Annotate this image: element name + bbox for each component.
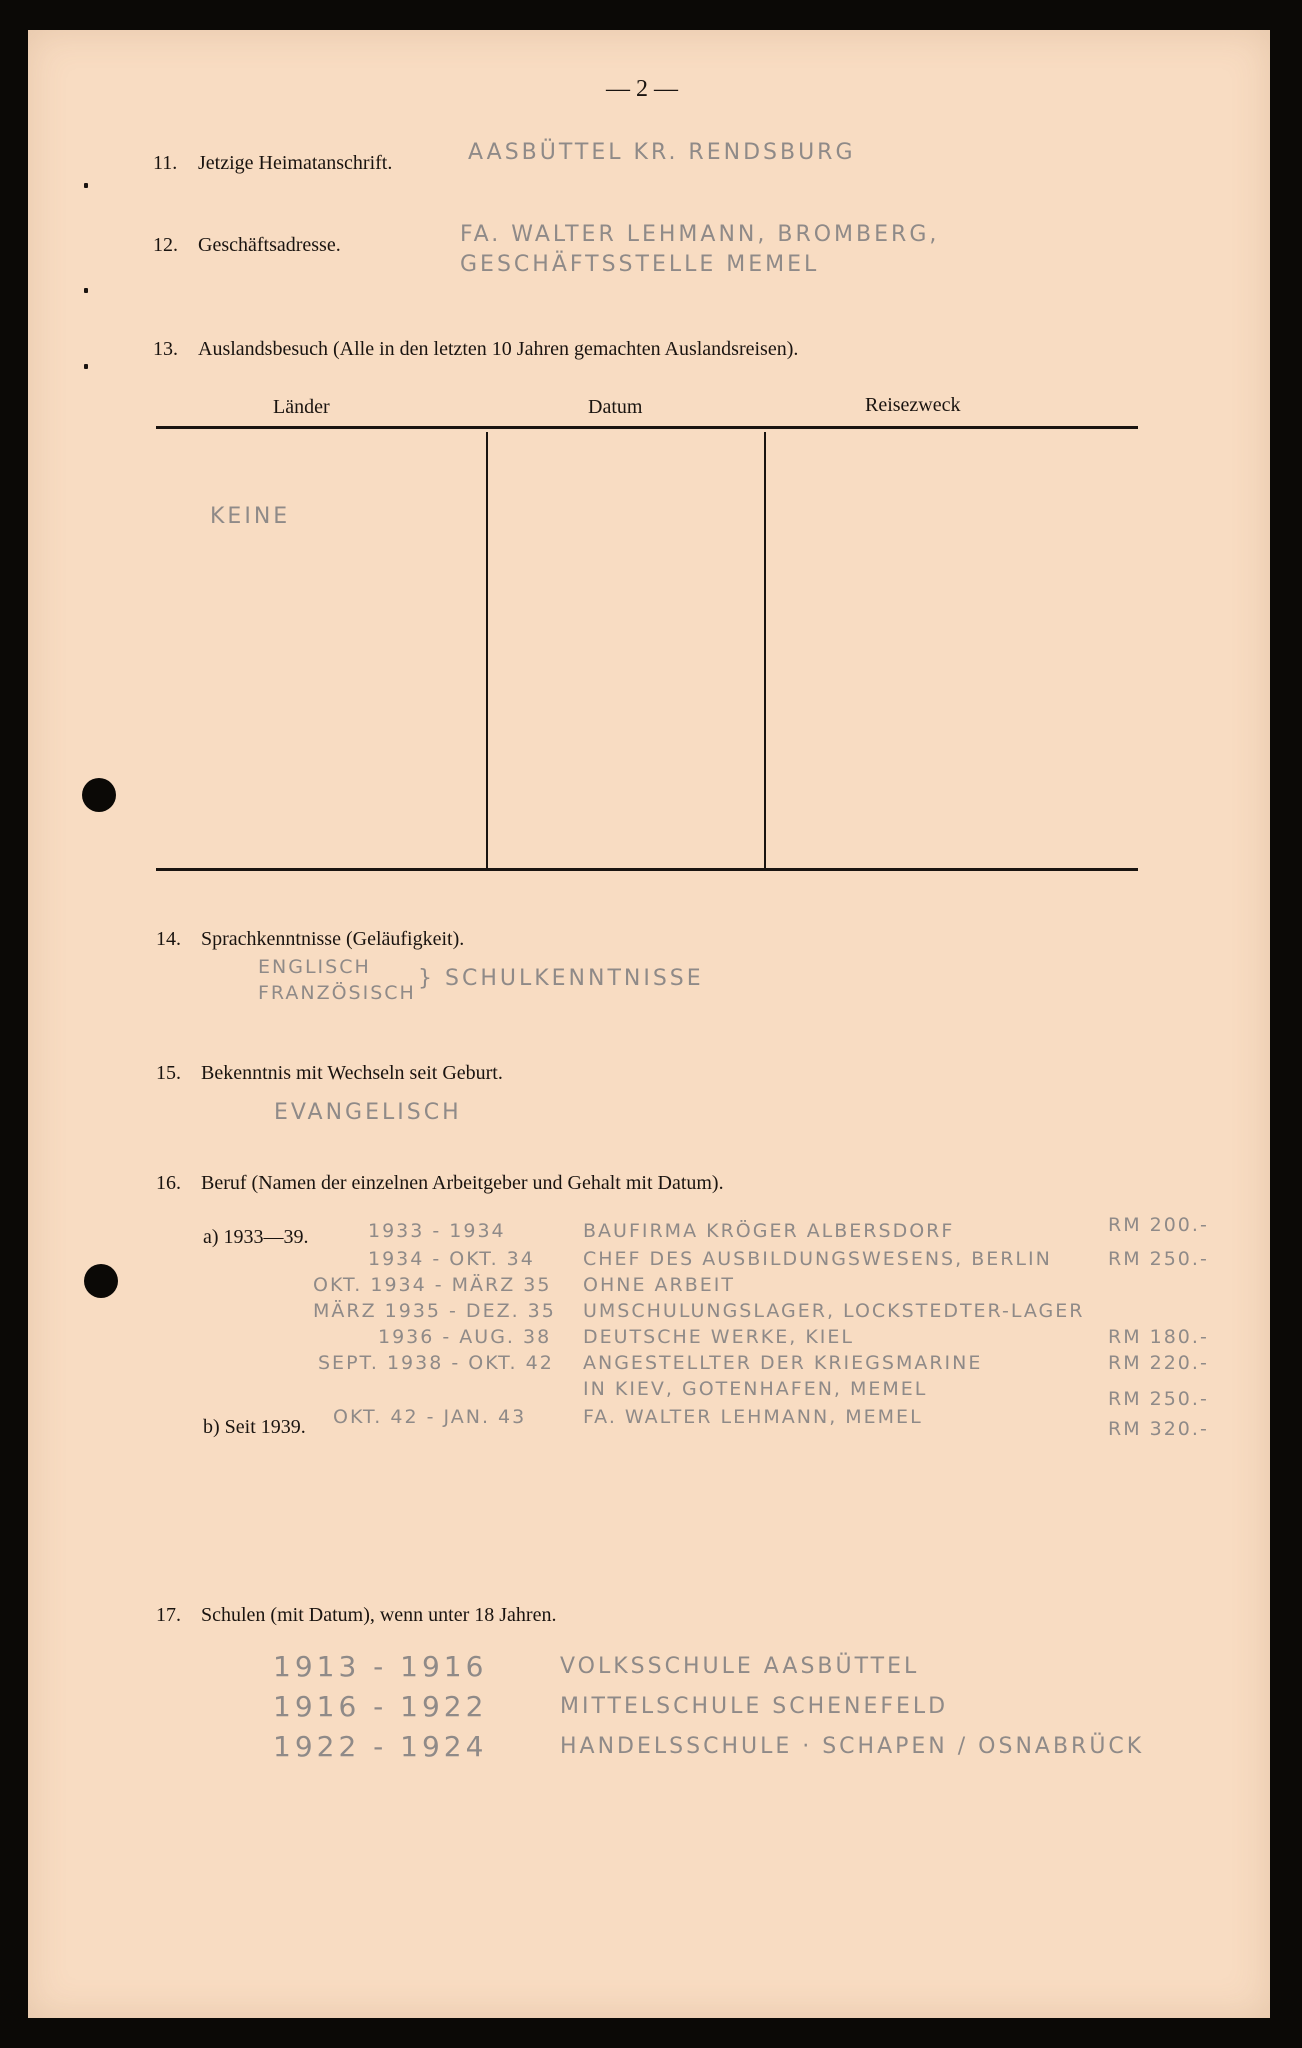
question-number: 14. xyxy=(156,928,181,950)
answer-travel-abroad: KEINE xyxy=(210,504,291,529)
employment-employer: OHNE ARBEIT xyxy=(583,1274,735,1296)
question-number: 13. xyxy=(153,338,178,360)
question-label: Schulen (mit Datum), wenn unter 18 Jahren. xyxy=(201,1604,557,1626)
answer-religion: EVANGELISCH xyxy=(274,1100,462,1125)
employment-salary: RM 200.- xyxy=(1108,1214,1209,1236)
employment-employer: IN KIEV, GOTENHAFEN, MEMEL xyxy=(583,1378,928,1400)
school-date: 1916 - 1922 xyxy=(273,1690,488,1723)
answer-home-address: AASBÜTTEL KR. RENDSBURG xyxy=(468,140,856,165)
page-number: — 2 — xyxy=(606,76,678,102)
question-number: 16. xyxy=(156,1172,181,1194)
answer-business-address-line1: FA. WALTER LEHMANN, BROMBERG, xyxy=(460,222,940,247)
question-17 xyxy=(156,1604,556,1627)
answer-language-french: FRANZÖSISCH xyxy=(258,982,416,1004)
question-13 xyxy=(153,338,798,361)
table-bottom-rule xyxy=(156,868,1138,871)
margin-mark xyxy=(84,183,88,188)
table-column-divider-1 xyxy=(486,432,488,868)
answer-language-english: ENGLISCH xyxy=(258,956,371,978)
punch-hole xyxy=(82,778,116,812)
employment-date: OKT. 42 - JAN. 43 xyxy=(333,1406,527,1428)
employment-date: SEPT. 1938 - OKT. 42 xyxy=(318,1352,554,1374)
employment-employer: UMSCHULUNGSLAGER, LOCKSTEDTER-LAGER xyxy=(583,1300,1085,1322)
employment-date: 1934 - OKT. 34 xyxy=(368,1248,535,1270)
school-date: 1922 - 1924 xyxy=(273,1730,488,1763)
employment-date: 1936 - AUG. 38 xyxy=(378,1326,552,1348)
employment-salary: RM 180.- xyxy=(1108,1326,1209,1348)
question-number: 17. xyxy=(156,1604,181,1626)
employment-employer: BAUFIRMA KRÖGER ALBERSDORF xyxy=(583,1220,955,1242)
margin-mark xyxy=(84,288,88,293)
sub-label-a: a) 1933—39. xyxy=(203,1226,309,1248)
question-label: Bekenntnis mit Wechseln seit Geburt. xyxy=(201,1062,503,1084)
form-page xyxy=(28,30,1270,2018)
question-number: 12. xyxy=(153,234,178,256)
table-top-rule xyxy=(156,426,1138,429)
school-date: 1913 - 1916 xyxy=(273,1650,488,1683)
question-label: Sprachkenntnisse (Geläufigkeit). xyxy=(201,928,465,950)
answer-business-address-line2: GESCHÄFTSSTELLE MEMEL xyxy=(460,252,820,277)
employment-date: MÄRZ 1935 - DEZ. 35 xyxy=(313,1300,556,1322)
table-column-divider-2 xyxy=(764,432,766,868)
question-label: Beruf (Namen der einzelnen Arbeitgeber und Gehalt mit Datum). xyxy=(201,1172,724,1194)
employment-salary: RM 250.- xyxy=(1108,1388,1209,1410)
question-number: 11. xyxy=(153,152,178,174)
question-number: 15. xyxy=(156,1062,181,1084)
question-label: Auslandsbesuch (Alle in den letzten 10 Jahren gemachten Auslandsreisen). xyxy=(198,338,799,360)
employment-salary: RM 250.- xyxy=(1108,1248,1209,1270)
employment-date: 1933 - 1934 xyxy=(368,1220,506,1242)
sub-label-b: b) Seit 1939. xyxy=(203,1416,306,1438)
employment-employer: CHEF DES AUSBILDUNGSWESENS, BERLIN xyxy=(583,1248,1052,1270)
employment-employer: DEUTSCHE WERKE, KIEL xyxy=(583,1326,854,1348)
employment-salary: RM 320.- xyxy=(1108,1418,1209,1440)
employment-date: OKT. 1934 - MÄRZ 35 xyxy=(313,1274,552,1296)
punch-hole xyxy=(84,1264,118,1298)
question-label: Jetzige Heimatanschrift. xyxy=(198,152,393,174)
question-16 xyxy=(156,1172,724,1195)
answer-language-level: } SCHULKENNTNISSE xyxy=(418,966,704,991)
employment-employer: ANGESTELLTER DER KRIEGSMARINE xyxy=(583,1352,983,1374)
employment-employer: FA. WALTER LEHMANN, MEMEL xyxy=(583,1406,923,1428)
table-header-countries: Länder xyxy=(273,396,330,418)
school-name: VOLKSSCHULE AASBÜTTEL xyxy=(560,1654,920,1679)
question-12 xyxy=(153,234,341,257)
school-name: MITTELSCHULE SCHENEFELD xyxy=(560,1694,949,1719)
question-14 xyxy=(156,928,464,951)
school-name: HANDELSSCHULE · SCHAPEN / OSNABRÜCK xyxy=(560,1734,1145,1759)
employment-salary: RM 220.- xyxy=(1108,1352,1209,1374)
table-header-date: Datum xyxy=(588,396,643,418)
margin-mark xyxy=(84,364,88,369)
table-header-purpose: Reisezweck xyxy=(865,394,961,416)
question-label: Geschäftsadresse. xyxy=(198,234,341,256)
question-11 xyxy=(153,152,392,175)
question-15 xyxy=(156,1062,503,1085)
